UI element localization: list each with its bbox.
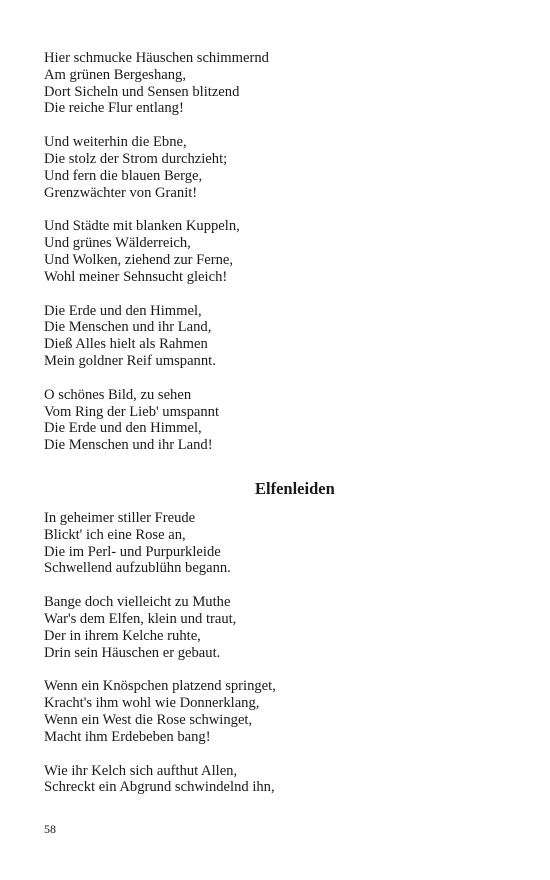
verse-line: Die stolz der Strom durchzieht; [44,150,228,167]
page-number: 58 [44,822,56,836]
verse-line: Wenn ein West die Rose schwinget, [44,711,253,728]
stanza [44,678,514,745]
verse-line: Wie ihr Kelch sich aufthut Allen, [44,762,238,779]
poem-continued [44,50,514,454]
stanza [44,50,514,117]
verse-line: Kracht's ihm wohl wie Donnerklang, [44,695,260,712]
poem [44,479,514,796]
verse-line: Die Menschen und ihr Land, [44,319,212,336]
stanza [44,594,514,661]
verse-line: Die im Perl- und Purpurkleide [44,543,221,560]
verse-line: Hier schmucke Häuschen schimmernd [44,50,269,66]
page-text [44,50,514,796]
verse-line: Die Erde und den Himmel, [44,302,202,319]
verse-line: Und Städte mit blanken Kuppeln, [44,218,240,235]
verse-line: Grenzwächter von Granit! [44,184,198,201]
verse-line: Dort Sicheln und Sensen blitzend [44,83,240,100]
verse-line: Am grünen Bergeshang, [44,66,186,83]
verse-line: Macht ihm Erdebeben bang! [44,728,211,745]
verse-line: Und Wolken, ziehend zur Ferne, [44,251,234,268]
verse-line: Drin sein Häuschen er gebaut. [44,644,221,661]
verse-line: Der in ihrem Kelche ruhte, [44,627,201,644]
verse-line: Schreckt ein Abgrund schwindelnd ihn, [44,779,275,796]
poem-title: Elfenleiden [255,478,335,498]
verse-line: Die Erde und den Himmel, [44,420,202,437]
stanza [44,303,514,370]
stanza [44,387,514,454]
verse-line: Bange doch vielleicht zu Muthe [44,594,231,611]
verse-line: Mein goldner Reif umspannt. [44,352,216,369]
verse-line: Die Menschen und ihr Land! [44,437,213,454]
verse-line: Wohl meiner Sehnsucht gleich! [44,268,228,285]
verse-line: Vom Ring der Lieb' umspannt [44,403,220,420]
verse-line: Und grünes Wälderreich, [44,235,191,252]
verse-line: War's dem Elfen, klein und traut, [44,610,237,627]
verse-line: O schönes Bild, zu sehen [44,386,192,403]
stanza [44,510,514,577]
verse-line: Schwellend aufzublühn begann. [44,560,231,577]
verse-line: Die reiche Flur entlang! [44,100,184,117]
verse-line: Dieß Alles hielt als Rahmen [44,336,208,353]
verse-line: Blickt' ich eine Rose an, [44,526,186,543]
verse-line: Wenn ein Knöspchen platzend springet, [44,678,276,695]
verse-line: Und fern die blauen Berge, [44,167,203,184]
verse-line: Und weiterhin die Ebne, [44,134,187,151]
stanza [44,218,514,285]
stanza [44,763,514,797]
stanza [44,134,514,201]
verse-line: In geheimer stiller Freude [44,509,196,526]
